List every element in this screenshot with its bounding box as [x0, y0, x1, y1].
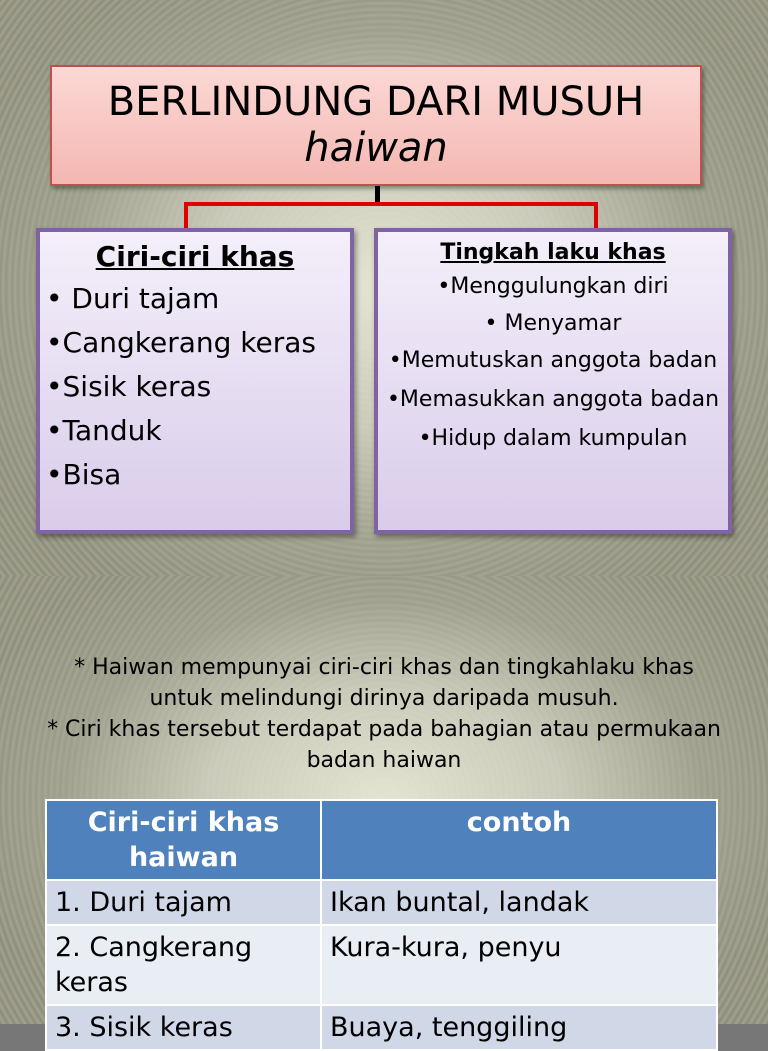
- table-header-row: [46, 800, 717, 880]
- table-cell: Buaya, tenggiling: [321, 1005, 717, 1050]
- list-item: •Bisa: [46, 458, 122, 491]
- table-row: [46, 880, 717, 925]
- table-row: [46, 1005, 717, 1050]
- list-item: •Hidup dalam kumpulan: [418, 426, 688, 451]
- tingkah-laku-box: [374, 228, 732, 534]
- list-item: •Tanduk: [46, 414, 162, 447]
- ciri-khas-box: [36, 228, 354, 534]
- list-item: •Memutuskan anggota badan: [388, 348, 718, 373]
- title-box: [50, 65, 702, 186]
- table-cell: Kura-kura, penyu: [321, 925, 717, 1005]
- connector-left-drop: [184, 202, 188, 230]
- table-row: [46, 925, 717, 1005]
- table-header: Ciri-ciri khas haiwan: [46, 800, 321, 880]
- list-item: •Memasukkan anggota badan: [386, 387, 720, 412]
- note-line: * Ciri khas tersebut terdapat pada bahagian atau permukaan badan haiwan: [47, 717, 721, 773]
- tingkah-laku-heading: Tingkah laku khas: [440, 240, 666, 265]
- table-cell: 2. Cangkerang keras: [46, 925, 321, 1005]
- table-cell: Ikan buntal, landak: [321, 880, 717, 925]
- connector-right-drop: [594, 202, 598, 230]
- slide-2: [0, 576, 768, 1043]
- ciri-khas-heading: Ciri-ciri khas: [95, 240, 295, 273]
- list-item: • Duri tajam: [46, 282, 220, 315]
- note-line: * Haiwan mempunyai ciri-ciri khas dan tingkahlaku khas untuk melindungi dirinya daripada musuh.: [74, 655, 694, 711]
- tingkah-laku-list: [378, 271, 728, 454]
- title-subtitle: haiwan: [304, 125, 448, 171]
- ciri-khas-list: [46, 277, 350, 497]
- connector-horizontal: [184, 202, 598, 206]
- ciri-khas-table: [45, 799, 718, 1051]
- list-item: •Sisik keras: [46, 370, 212, 403]
- table-cell: 1. Duri tajam: [46, 880, 321, 925]
- list-item: •Cangkerang keras: [46, 326, 316, 359]
- note-text: [40, 652, 728, 776]
- table-header: contoh: [321, 800, 717, 880]
- title-main: BERLINDUNG DARI MUSUH: [107, 79, 645, 125]
- list-item: • Menyamar: [484, 311, 622, 336]
- table-cell: 3. Sisik keras: [46, 1005, 321, 1050]
- list-item: •Menggulungkan diri: [437, 274, 669, 299]
